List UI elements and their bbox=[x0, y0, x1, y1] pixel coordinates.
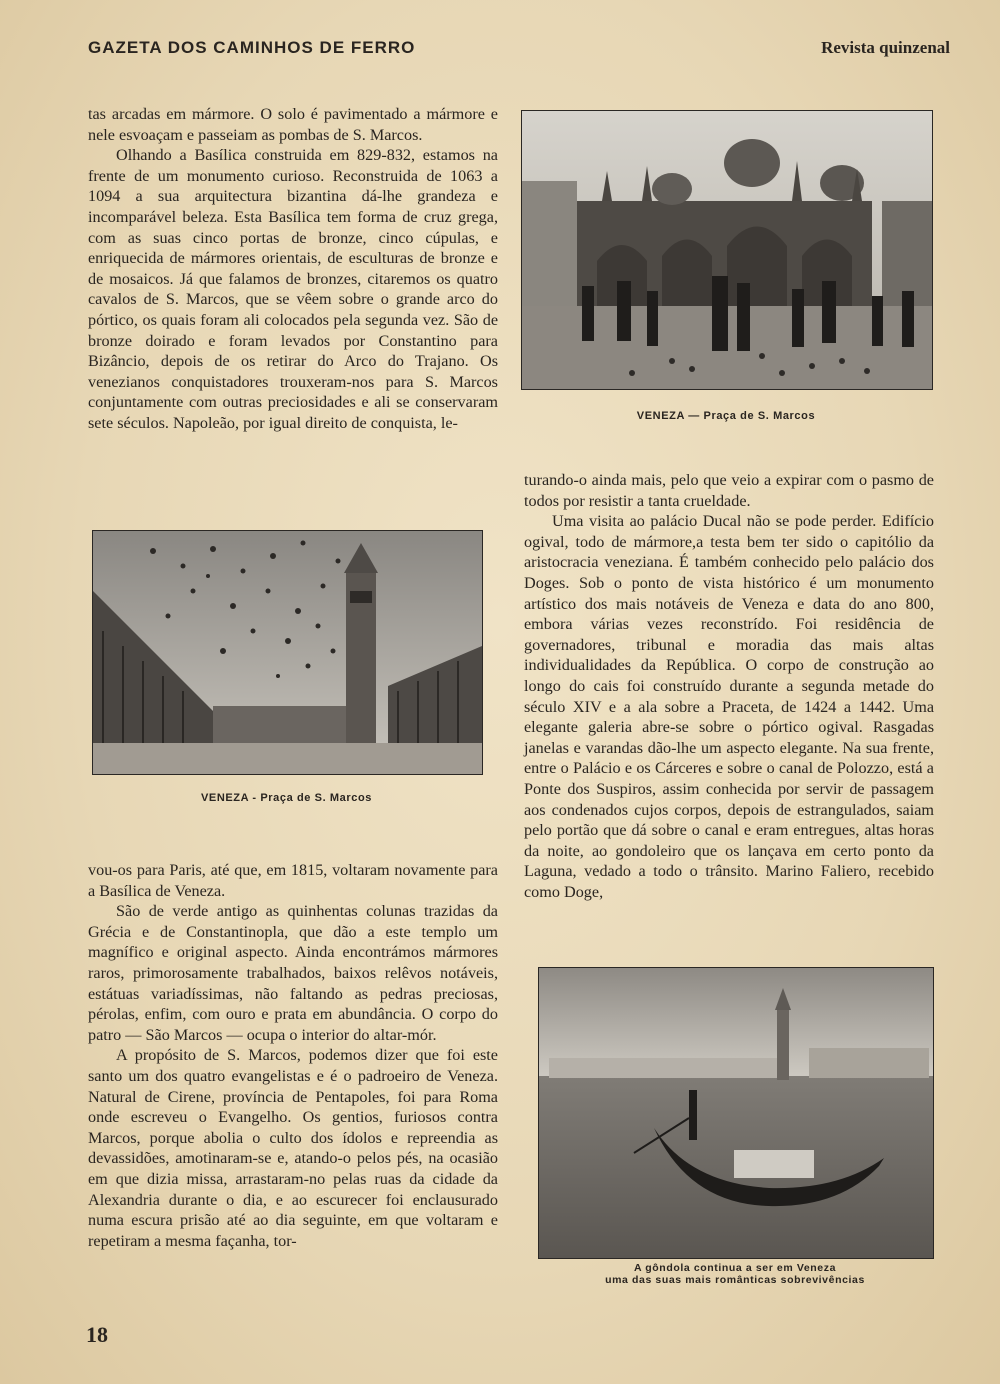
gondola-caption bbox=[538, 1262, 932, 1286]
basilica-photo bbox=[521, 110, 933, 390]
paragraph: São de verde antigo as quinhentas colunas trazidas da Grécia e de Constantinopla, que dão a este templo um magnífico e original aspecto. Ainda encontrámos mármores raros, primorosamente trabalhados, baixos relêvos notáveis, estátuas variadíssimas, não faltando as pedras preciosas, pérolas, enfim, com ouro e prata em abundância. O corpo do patro — São Marcos — ocupa o interior do altar-mór. bbox=[88, 902, 498, 1044]
paragraph: A propósito de S. Marcos, podemos dizer que foi este santo um dos quatro evangelistas e é o padroeiro de Veneza. Natural de Cirene, província de Pentapoles, foi para Roma onde escreveu o Evangelho. Os gentios, furiosos contra Marcos, porque abolia o culto dos ídolos e repreendia as devassidões, amotinaram-se e, atando-o pelos pés, na ocasião em que dizia missa, arrastaram-no pelas ruas da cidade da Alexandria durante o dia, e ao escurecer foi enclausurado numa escura prisão até ao dia seguinte, em que voltaram e repetiram a mesma façanha, tor- bbox=[88, 1046, 498, 1250]
paragraph: tas arcadas em mármore. O solo é pavimentado a mármore e nele esvoaçam e passeiam as pombas de S. Marcos. bbox=[88, 105, 498, 144]
magazine-subtitle: Revista quinzenal bbox=[821, 38, 950, 57]
gondola-caption-line-1: A gôndola continua a ser em Veneza bbox=[633, 1262, 837, 1274]
magazine-title: GAZETA DOS CAMINHOS DE FERRO bbox=[88, 38, 416, 57]
campanile-caption: VENEZA - Praça de S. Marcos bbox=[200, 792, 373, 804]
paragraph: turando-o ainda mais, pelo que veio a expirar com o pasmo de todos por resistir a tanta crueldade. bbox=[524, 471, 934, 510]
gondola-photo bbox=[538, 967, 934, 1259]
paragraph: vou-os para Paris, até que, em 1815, voltaram novamente para a Basílica de Veneza. bbox=[88, 861, 498, 900]
left-column-top-text bbox=[88, 104, 498, 434]
paragraph: Olhando a Basílica construida em 829-832, estamos na frente de um monumento curioso. Reconstruida de 1063 a 1094 a sua arquitectura bizantina dá-lhe grandeza e incomparável beleza. Esta Basílica tem forma de cruz grega, com as suas cinco portas de bronze, cinco cúpulas, e enriquecida de mármores orientais, de esculturas de bronze e de mosaicos. Já que falamos de bronzes, citaremos os quatro cavalos de S. Marcos, que se vêem sobre o grande arco do pórtico, os quais foram ali colocados pela segunda vez. São de bronze doirado e foram levados por Constantino para Bizâncio, depois de os retirar do Arco do Trajano. Os venezianos conquistadores trouxeram-nos para S. Marcos conjuntamente com outras preciosidades e ali se conservaram sete séculos. Napoleão, por igual direito de conquista, le- bbox=[88, 146, 498, 432]
basilica-caption: VENEZA — Praça de S. Marcos bbox=[636, 410, 816, 422]
page-header bbox=[88, 38, 950, 68]
gondola-caption-line-2: uma das suas mais românticas sobrevivências bbox=[605, 1274, 865, 1286]
campanile-photo bbox=[92, 530, 483, 775]
left-column-bottom-text bbox=[88, 860, 498, 1251]
right-column-text bbox=[524, 470, 934, 902]
paragraph: Uma visita ao palácio Ducal não se pode perder. Edifício ogival, todo de mármore,a testa bem ter sido o capitólio da aristocracia veneziana. É também conhecido pelo palácio dos Doges. Sob o ponto de vista histórico é um monumento artístico dos mais notáveis de Veneza e data do ano 800, embora várias vezes reconstrído. Foi residência de governadores, tribunal e moradia das mais altas individualidades da República. O corpo de construção ao longo do cais foi construído durante a segunda metade do século XIV e a ala sobre a Praceta, de 1424 a 1442. Uma elegante galeria abre-se sobre o pórtico ogival. Rasgadas janelas e varandas dão-lhe um aspecto elegante. Na sua frente, entre o Palácio e os Cárceres e sobre o canal de Polozzo, está a Ponte dos Suspiros, assim conhecida por servir de passagem aos condenados cujos corpos, depois de estrangulados, saiam pelo portão que dá sobre o canal e eram entregues, altas horas da noite, ao gondoleiro que os lançava em certo ponto da Laguna, vedado a todo o trânsito. Marino Faliero, recebido como Doge, bbox=[524, 512, 934, 901]
page-number: 18 bbox=[86, 1322, 108, 1347]
